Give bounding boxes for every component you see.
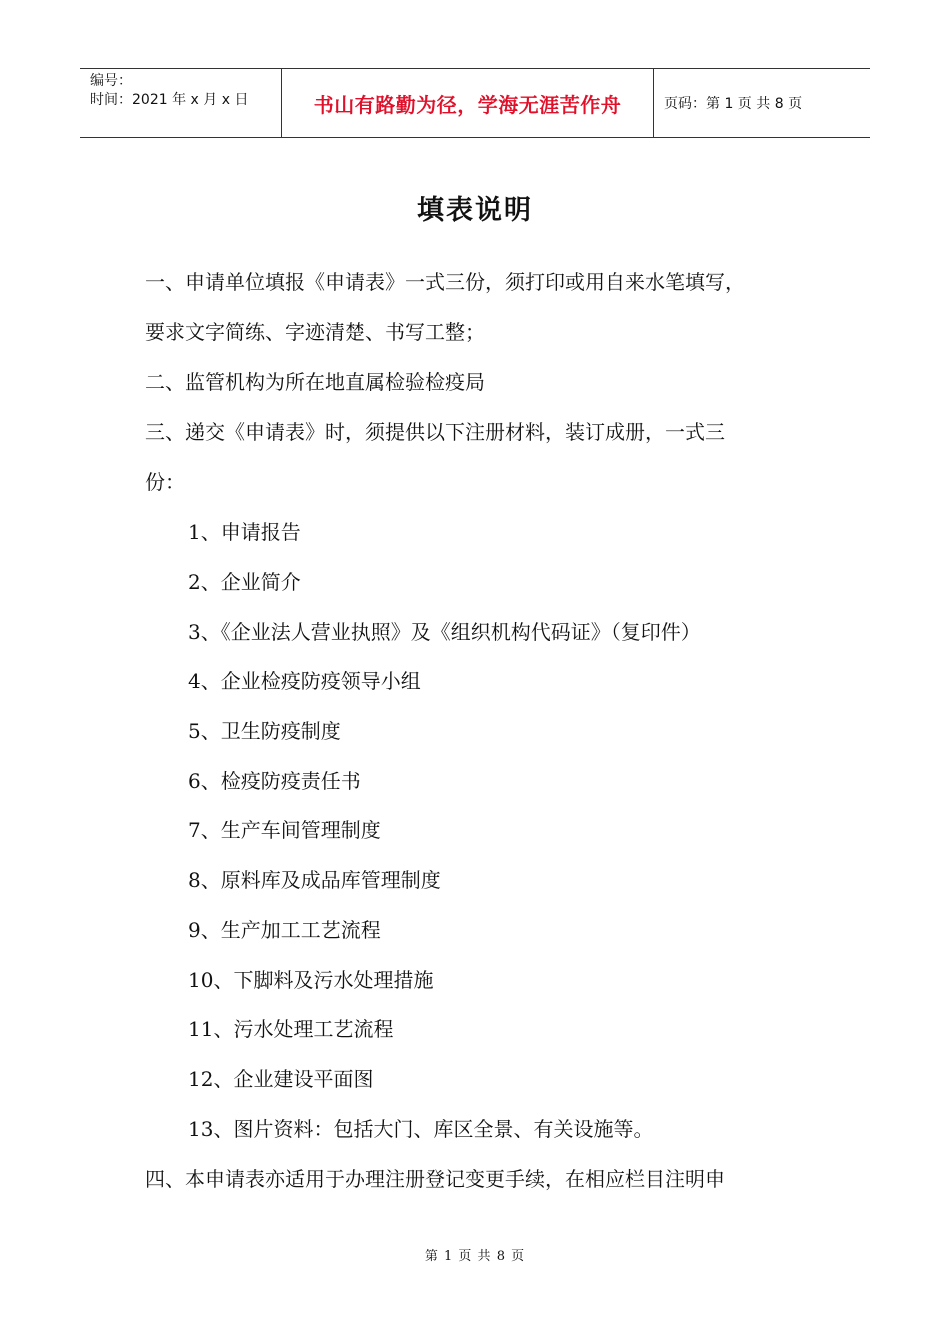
list-item: 7、生产车间管理制度: [188, 818, 381, 842]
list-item: 12、企业建设平面图: [188, 1067, 374, 1091]
list-item: 1、申请报告: [188, 520, 301, 544]
paragraph-1-line-2: 要求文字简练、字迹清楚、书写工整；: [145, 320, 485, 344]
list-item: 3、《企业法人营业执照》及《组织机构代码证》（复印件）: [188, 620, 701, 644]
list-item: 8、原料库及成品库管理制度: [188, 868, 441, 892]
header-page-label: 页码：第 1 页 共 8 页: [664, 96, 803, 112]
paragraph-3-line-1: 三、递交《申请表》时，须提供以下注册材料，装订成册，一式三: [145, 420, 725, 444]
header-meta: [80, 69, 282, 137]
list-item: 13、图片资料：包括大门、库区全景、有关设施等。: [188, 1117, 654, 1141]
header-time-label: 时间：2021 年 x 月 x 日: [90, 92, 249, 108]
page-footer: 第 1 页 共 8 页: [424, 1249, 526, 1264]
list-item: 5、卫生防疫制度: [188, 719, 341, 743]
list-item: 9、生产加工工艺流程: [188, 918, 381, 942]
list-item: 2、企业简介: [188, 570, 301, 594]
paragraph-4-line-1: 四、本申请表亦适用于办理注册登记变更手续，在相应栏目注明申: [145, 1167, 725, 1191]
list-item: 4、企业检疫防疫领导小组: [188, 669, 421, 693]
document-header: [80, 68, 870, 138]
page-title: 填表说明: [417, 195, 533, 226]
paragraph-1-line-1: 一、申请单位填报《申请表》一式三份，须打印或用自来水笔填写，: [145, 270, 745, 294]
list-item: 10、下脚料及污水处理措施: [188, 968, 434, 992]
header-number-label: 编号：: [90, 73, 132, 89]
paragraph-3-line-2: 份：: [145, 470, 185, 494]
list-item: 6、检疫防疫责任书: [188, 769, 361, 793]
paragraph-2: 二、监管机构为所在地直属检验检疫局: [145, 370, 485, 394]
header-motto: 书山有路勤为径，学海无涯苦作舟: [282, 69, 654, 137]
list-item: 11、污水处理工艺流程: [188, 1017, 394, 1041]
